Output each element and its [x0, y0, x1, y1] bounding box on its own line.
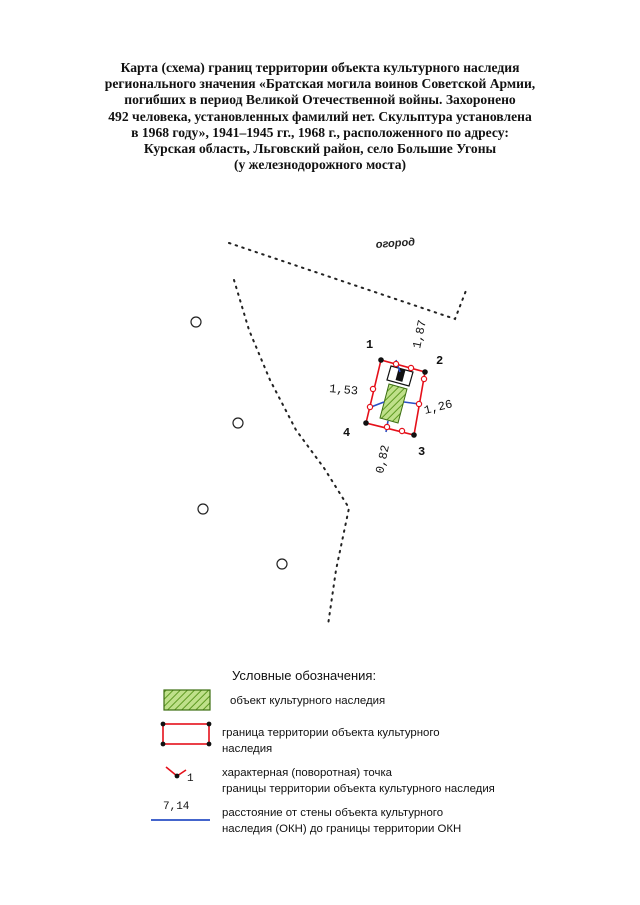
legend-heritage-label: объект культурного наследия: [230, 695, 386, 707]
title-line: регионального значения «Братская могила воинов Советской Армии,: [104, 76, 536, 92]
tree-symbol: [277, 559, 287, 569]
tree-symbol: [191, 317, 201, 327]
legend-boundary-label: граница территории объекта культурного наследия: [222, 727, 440, 755]
legend-turning-point-label: 1: [187, 773, 194, 785]
title-line: (у железнодорожного моста): [233, 157, 407, 173]
dotted-boundary-top: [229, 243, 467, 319]
point-label-1: 1: [366, 338, 374, 352]
distance-label-right: 1,26: [422, 397, 454, 418]
legend-distance-value: 7,14: [163, 801, 190, 813]
legend-title: Условные обозначения:: [232, 668, 377, 683]
title-line: 492 человека, установленных фамилий нет. Скульптура установлена: [108, 108, 532, 124]
dotted-boundary-left: [234, 280, 349, 625]
tree-symbol: [198, 504, 208, 514]
turning-point-2: [422, 369, 428, 375]
legend-heritage-symbol: [164, 690, 210, 710]
heritage-object-area: [380, 384, 407, 423]
legend-distance-text: расстояние от стены объекта культурного наследия (ОКН) до границы территории ОКН: [222, 807, 462, 835]
title-line: погибших в период Великой Отечественной войны. Захоронено: [124, 92, 516, 108]
tree-symbol: [233, 418, 243, 428]
turning-point-3: [411, 432, 417, 438]
turning-point-4: [363, 420, 369, 426]
legend-turning-point-symbol: [166, 767, 186, 778]
distance-label-left: 1,53: [328, 382, 359, 399]
title-line: Курская область, Льговский район, село Большие Угоны: [143, 141, 497, 157]
turning-point-1: [378, 357, 384, 363]
point-label-2: 2: [436, 354, 444, 368]
area-label-ogorod: огород: [375, 236, 416, 251]
distance-label-bottom: 0,82: [373, 443, 393, 475]
distance-label-top: 1,87: [410, 318, 430, 350]
legend-boundary-symbol: [161, 722, 212, 747]
title-line: в 1968 году», 1941–1945 гг., 1968 г., расположенного по адресу:: [131, 124, 509, 140]
point-label-3: 3: [418, 445, 426, 459]
title-line: Карта (схема) границ территории объекта культурного наследия: [120, 60, 520, 75]
legend-turning-point-text: характерная (поворотная) точка границы территории объекта культурного наследия: [222, 767, 495, 795]
point-label-4: 4: [343, 426, 351, 440]
